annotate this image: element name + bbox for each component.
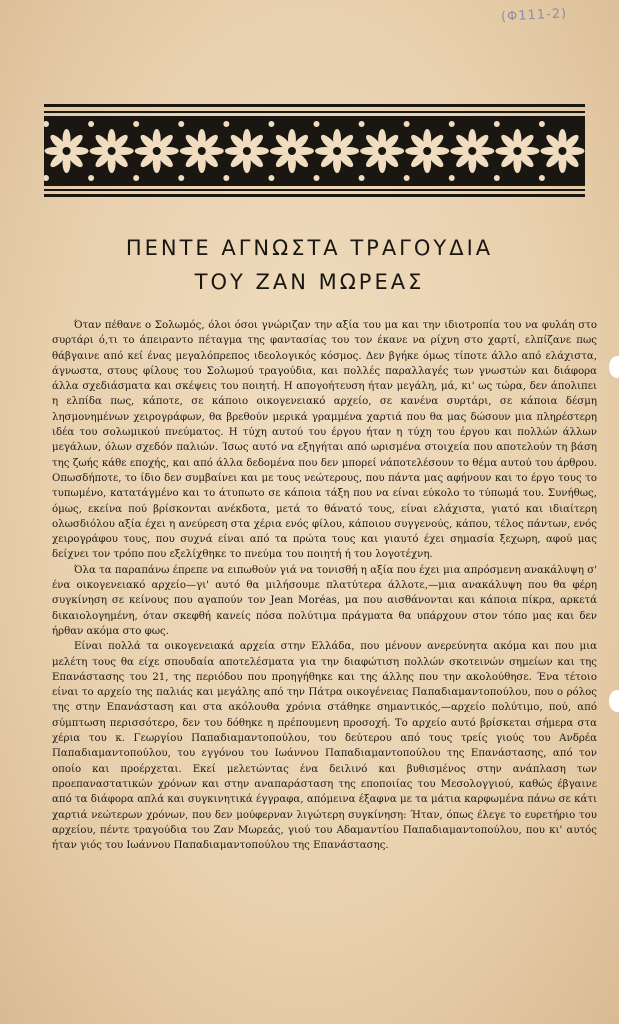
archive-mark: (Φ111-2) bbox=[500, 6, 568, 25]
decorative-ornament-band bbox=[44, 104, 585, 198]
title-line-1: ΠΕΝΤΕ ΑΓΝΩΣΤΑ ΤΡΑΓΟΥΔΙΑ bbox=[125, 236, 494, 260]
article-body bbox=[52, 318, 597, 853]
paragraph-3: Είναι πολλά τα οικογενειακά αρχεία στην Ελλάδα, που μένουν ανερεύνητα ακόμα και που μια μελέτη τους θα είχε σπουδαία αποτελέσματα για την διαφώτιση πολλών σκοτεινών σημείων και της Επανάστασης του 21, της περιόδου που προηγήθηκε και της άλλης που την ακολούθησε. Ένα τέτοιο είναι το αρχείο της παλιάς και μεγάλης από την Πάτρα οικογένειας Παπαδιαμαντοπούλου, που ο ρόλος της στην Επανάσταση και στα ακόλουθα χρόνια στάθηκε σημαντικός,—αρχείο πολύτιμο, πού, από σύμπτωση περισσότερο, δεν του δόθηκε η πρέπουμενη προσοχή. Το αρχείο αυτό βρίσκεται σήμερα στα χέρια του κ. Γεωργίου Παπαδιαμαντοπούλου, του δεύτερου από τους τρείς γιούς του Ανδρέα Παπαδιαμαντοπούλου, του εγγόνου του Ιωάννου Παπαδιαμαντοπούλου της Επανάστασης, από τον οποίο και προέρχεται. Εκεί μελετώντας ένα δειλινό και βυθισμένος στην ανάπλαση των προεπαναστατικών χρόνων και στην αναπαράσταση της εποποιίας του Μεσολογγιού, καθώς έβγαινε από τα διάφορα απλά και συγκινητικά έγγραφα, απόμεινα έξαφνα με τα μάτια καρφωμένα πάνω σε κάτι χαρτιά νεώτερων χρόνων, που δεν μούφερναν λιγώτερη συγκίνηση: Ήταν, όπως έλεγε το ευρετήριο του αρχείου, πέντε τραγούδια του Ζαν Μωρεάς, γιού του Αδαμαντίου Παπαδιαμαντοπούλου, που κι' αυτός ήταν γιός του Ιωάννου Παπαδιαμαντοπούλου της Επανάστασης. bbox=[52, 641, 597, 852]
paragraph-2: Όλα τα παραπάνω έπρεπε να ειπωθούν γιά να τονισθή η αξία που έχει μια απρόσμενη ανακάλυψη σ' ένα οικογενειακό αρχείο—γι' αυτό θα μιλήσουμε πλατύτερα άλλοτε,—μια ανακάλυψη που θα φέρη συγκίνηση σε κείνους που αγαπούν τον Jean Moréas, μα που αισθάνονται και κάποια πίκρα, αρκετά δικαιολογημένη, όταν σκεφθή κανείς πόσα πολύτιμα πράγματα θα υπάρχουν στον τόπο μας και δεν ήρθαν ακόμα στο φως. bbox=[52, 564, 597, 637]
paragraph-1: Όταν πέθανε ο Σολωμός, όλοι όσοι γνώριζαν την αξία του μα και την ιδιοτροπία του να φυλάη στο συρτάρι ό,τι το άπειραντο πέταγμα της φαντασίας του τον έκανε να ρίχνη στο χαρτί, ελπίζανε πως θάβγαινε από κεί ένας μεγαλόπρεπος ιδεολογικός κόσμος. Δεν βγήκε όμως τίποτε άλλο από ελάχιστα, άγνωστα, στους φίλους του Σολωμού τραγούδια, και πολλές παραλλαγές των γνωστών και διάφορα άλλα σχεδιάσματα και σκέψεις του ποιητή. Η απογοήτευση ήταν μεγάλη, μά, κι' ως τώρα, δεν άπολιπει η ελπίδα πως, κάποτε, σε κάποιο οικογενειακό αρχείο, σε κανένα συρτάρι, σε κάποια δέσμη λησμονημένων χειρογράφων, θα βρεθούν μερικά γραμμένα χαρτιά που θα μας δώσουν μια πληρέστερη ιδέα του σολωμικού πνεύματος. Η τύχη αυτού του έργου ήταν η τύχη του έργου και πολλών άλλων μεγάλων, όλων σχεδόν παλιών. Ίσως αυτό να εξηγήται από ωρισμένα στοιχεία που αποτελούν τη βάση της ζωής κάθε εποχής, και από άλλα δεδομένα που δεν μπορεί νάποτελέσουν το θέμα αυτού του άρθρου. Οπωσδήποτε, το ίδιο δεν συμβαίνει και με τους νεώτερους, που πάντα μας αφήνουν και το έργο τους το τυπωμένο, κατατάγμένο και το άτυπωτο σε κάποια τάξη που να είναι εύκολο το τύπωμά του. Συνήθως, όμως, εκείνα πού βρίσκονται ανέκδοτα, μετά το θάνατό τους, είναι ελάχιστα, γιατό και ιδιαίτερη ολωσδιόλου αξία έχει η ανεύρεση στα χέρια ενός φίλου, κάποιου συγγενούς, κάπου, τέλος πάντων, ενός χειρογράφου τους, που συχνά είναι από τα πρώτα τους και γιαυτό έχει σημασία ξεχωρη, αφού μας δείχνει τον τρόπο που εξελίχθηκε το πνεύμα του ποιητή ή του λογοτέχνη. bbox=[52, 320, 597, 561]
title-line-2: ΤΟΥ ΖΑΝ ΜΩΡΕΑΣ bbox=[194, 270, 425, 294]
punch-hole-bottom bbox=[609, 690, 619, 712]
punch-hole-top bbox=[609, 356, 619, 378]
